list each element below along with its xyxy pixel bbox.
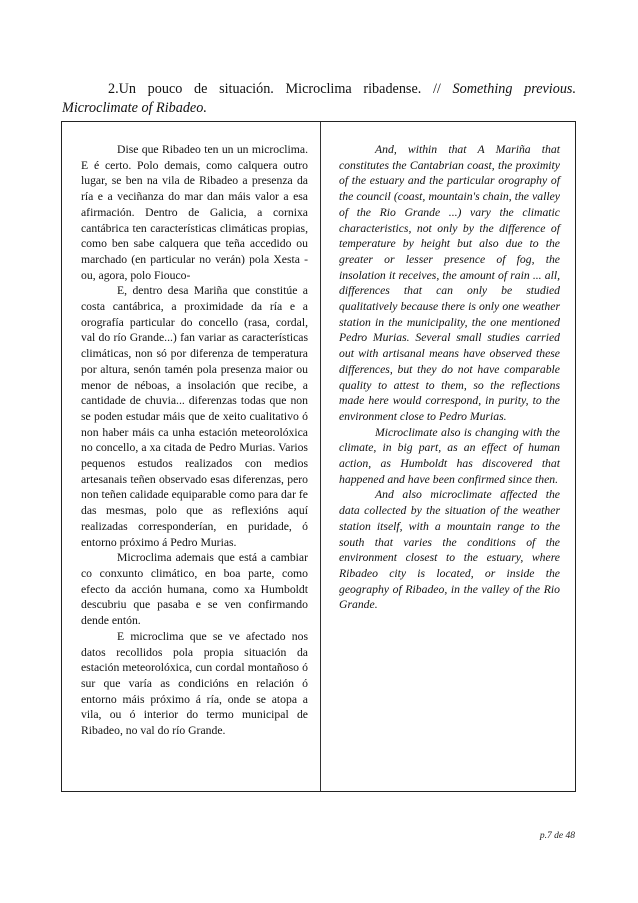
english-paragraph: Microclimate also is changing with the climate, in big part, as an effect of human action, as Humboldt has discovered that happened and have been confirmed since then. xyxy=(339,425,560,486)
english-paragraph: And also microclimate affected the data collected by the situation of the weather station itself, with a mountain range to the south that varies the conditions of the environment closest to the estuary, where Ribadeo city is located, or inside the geography of Ribadeo, in the valley of the Rio Grande. xyxy=(339,488,560,612)
section-heading xyxy=(62,80,576,118)
galician-paragraph: Microclima ademais que está a cambiar co conxunto climático, en boa parte, como efecto da acción humana, como xa Humboldt descubriu que pasaba e se ven confirmando dende entón. xyxy=(81,551,308,628)
column-divider xyxy=(320,122,321,791)
galician-paragraph: Dise que Ribadeo ten un un microclima. E é certo. Polo demais, como calquera outro lugar, se ben na vila de Ribadeo a presenza da ría e a veciñanza do mar dan máis valor a esa afirmación. Dentro de Galicia, a cornixa cantábrica ten características climáticas propias, como ben sabe calquera que teña accedido ou marchado (en particular no verán) pola Xesta -ou, agora, polo Fiouco- xyxy=(81,143,308,282)
heading-galician: 2.Un pouco de situación. Microclima ribadense. // xyxy=(108,81,441,97)
galician-paragraph: E, dentro desa Mariña que constitúe a costa cantábrica, a proximidade da ría e a orografía particular do concello (rasa, cordal, val do río Grande...) fan variar as características climáticas, non só por diferenza de temperatura por altura, senón tamén pola presenza maior ou menor de néboas, a insolación que recibe, a cantidade de chuvia... diferenzas todas que non se poden estudar máis que de xeito cualitativo ó non haber máis ca unha estación meteorolóxica no concello, a xa citada de Pedro Murias. Varios pequenos estudos realizados con medios artesanais teñen observado esas diferenzas, pero non teñen calidade equiparable como para dar fe das mesmas, polo que as reflexións aquí realizadas corresponderían, en puridade, ó entorno próximo á Pedro Murias. xyxy=(81,284,308,549)
english-paragraph: And, within that A Mariña that constitutes the Cantabrian coast, the proximity of the estuary and the particular orography of the council (coast, mountain's chain, the valley of the Rio Grande ...) vary the climatic characteristics, not only by the difference of temperature by height but also due to the greater or lesser presence of fog, the insolation it receives, the amount of rain ... all, differences that can only be studied qualitatively because there is only one weather station in the municipality, the one mentioned Pedro Murias. Several small studies carried out with artisanal means have observed these differences, but they do not have comparable quality to attest to them, so the reflections made here would correspond, in purity, to the environment close to Pedro Murias. xyxy=(339,143,560,423)
heading-english: Something previous. Microclimate of Ribadeo. xyxy=(62,81,576,116)
galician-column xyxy=(81,142,308,739)
bilingual-text-table xyxy=(61,121,576,792)
page-number: p.7 de 48 xyxy=(539,831,575,841)
galician-paragraph: E microclima que se ve afectado nos datos recollidos pola propia situación da estación meteorolóxica, cun cordal montañoso ó sur que varía as condicións en relación ó entorno máis próximo á ría, onde se atopa a vila, ou ó interior do termo municipal de Ribadeo, no val do río Grande. xyxy=(81,629,308,738)
english-column xyxy=(339,142,560,613)
